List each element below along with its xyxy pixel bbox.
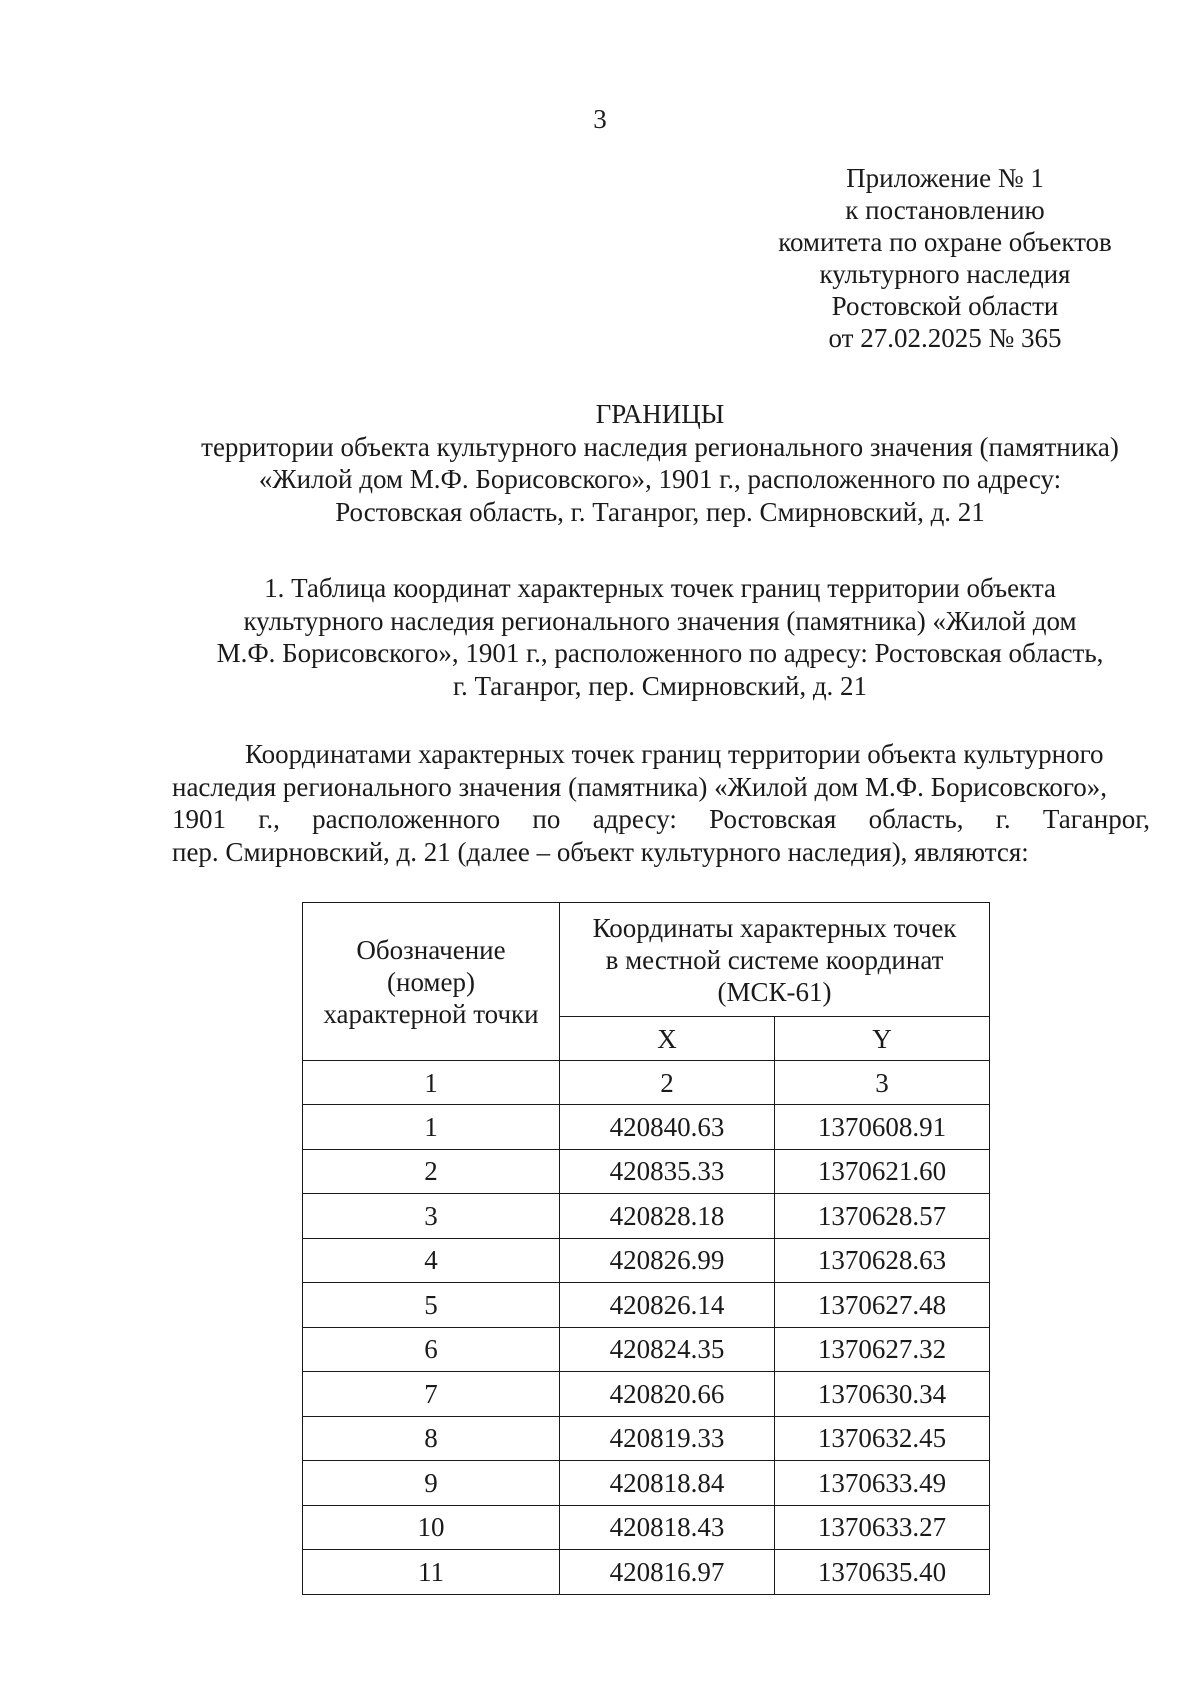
coordinate-x: 420819.33: [560, 1416, 775, 1461]
paragraph-line-justified: [172, 803, 1150, 836]
point-number: 6: [303, 1327, 560, 1372]
coordinate-x: 420828.18: [560, 1194, 775, 1239]
point-number: 1: [303, 1105, 560, 1150]
coordinate-x: 420820.66: [560, 1372, 775, 1417]
title-line: Ростовская область, г. Таганрог, пер. Смирновский, д. 21: [335, 496, 985, 527]
appendix-line: к постановлению: [845, 195, 1045, 225]
header-line: (номер): [387, 966, 475, 997]
appendix-line: культурного наследия: [819, 259, 1071, 289]
point-number: 10: [303, 1505, 560, 1550]
section-line: 1. Таблица координат характерных точек границ территории объекта: [264, 573, 1056, 603]
title-heading: ГРАНИЦЫ: [595, 399, 725, 429]
header-line: Обозначение: [356, 934, 506, 965]
column-number: 3: [775, 1061, 990, 1105]
header-line: в местной системе координат: [605, 944, 944, 975]
title-line: «Жилой дом М.Ф. Борисовского», 1901 г., расположенного по адресу:: [258, 464, 1062, 494]
header-point-designation: [303, 903, 560, 1061]
table-row: [303, 1105, 990, 1150]
appendix-line: Ростовской области: [831, 291, 1059, 321]
header-x: X: [560, 1017, 775, 1061]
table-row: [303, 1194, 990, 1239]
point-number: 8: [303, 1416, 560, 1461]
point-number: 3: [303, 1194, 560, 1239]
section-line: М.Ф. Борисовского», 1901 г., расположенного по адресу: Ростовская область,: [216, 638, 1104, 668]
coordinates-table: [302, 902, 990, 1595]
section-line: культурного наследия регионального значения (памятника) «Жилой дом: [243, 605, 1077, 636]
paragraph-word: Ростовская: [709, 804, 837, 834]
table-row: [303, 1461, 990, 1506]
coordinate-x: 420818.43: [560, 1505, 775, 1550]
paragraph-line: пер. Смирновский, д. 21 (далее – объект культурного наследия), являются:: [172, 836, 1029, 867]
point-number: 5: [303, 1283, 560, 1328]
paragraph-word: г.,: [258, 804, 280, 834]
coordinate-x: 420824.35: [560, 1327, 775, 1372]
coordinate-y: 1370633.27: [775, 1505, 990, 1550]
paragraph-word: г.: [995, 804, 1011, 834]
point-number: 7: [303, 1372, 560, 1417]
coordinate-x: 420826.99: [560, 1238, 775, 1283]
intro-paragraph: [172, 738, 1150, 868]
header-y: Y: [775, 1017, 990, 1061]
coordinate-y: 1370627.32: [775, 1327, 990, 1372]
point-number: 9: [303, 1461, 560, 1506]
coordinate-x: 420816.97: [560, 1550, 775, 1595]
coordinate-x: 420835.33: [560, 1149, 775, 1194]
point-number: 4: [303, 1238, 560, 1283]
table-row: [303, 1416, 990, 1461]
table-row: [303, 1505, 990, 1550]
paragraph-word: адресу:: [592, 804, 677, 834]
appendix-line: от 27.02.2025 № 365: [828, 323, 1062, 353]
appendix-line: Приложение № 1: [846, 163, 1044, 193]
coordinate-y: 1370628.63: [775, 1238, 990, 1283]
page-number: 3: [593, 104, 607, 134]
coordinate-y: 1370608.91: [775, 1105, 990, 1150]
coordinate-x: 420818.84: [560, 1461, 775, 1506]
header-line: (МСК-61): [717, 976, 832, 1007]
coordinate-y: 1370635.40: [775, 1550, 990, 1595]
table-row: [303, 1372, 990, 1417]
table-row: [303, 1283, 990, 1328]
table-row: [303, 1149, 990, 1194]
coordinate-y: 1370621.60: [775, 1149, 990, 1194]
paragraph-word: расположенного: [312, 804, 501, 834]
column-number: 1: [303, 1061, 560, 1105]
appendix-stamp: [740, 162, 1150, 354]
header-line: характерной точки: [323, 998, 539, 1029]
section-line: г. Таганрог, пер. Смирновский, д. 21: [452, 670, 868, 701]
coordinate-y: 1370633.49: [775, 1461, 990, 1506]
coordinate-y: 1370628.57: [775, 1194, 990, 1239]
coordinate-y: 1370632.45: [775, 1416, 990, 1461]
coordinate-x: 420840.63: [560, 1105, 775, 1150]
point-number: 2: [303, 1149, 560, 1194]
point-number: 11: [303, 1550, 560, 1595]
paragraph-word: область,: [868, 804, 964, 834]
header-coordinates: [560, 903, 990, 1017]
paragraph-word: 1901: [172, 804, 226, 834]
document-title: [120, 398, 1200, 528]
header-line: Координаты характерных точек: [592, 912, 957, 943]
paragraph-word: по: [532, 804, 561, 834]
table-header-row: [303, 903, 990, 1017]
paragraph-line: Координатами характерных точек границ территории объекта культурного: [245, 739, 1104, 769]
table-row: [303, 1550, 990, 1595]
paragraph-word: Таганрог,: [1042, 804, 1150, 834]
column-number: 2: [560, 1061, 775, 1105]
title-line: территории объекта культурного наследия регионального значения (памятника): [201, 431, 1119, 462]
coordinate-y: 1370630.34: [775, 1372, 990, 1417]
table-row: [303, 1327, 990, 1372]
table-row: [303, 1238, 990, 1283]
coordinate-x: 420826.14: [560, 1283, 775, 1328]
paragraph-line: наследия регионального значения (памятника) «Жилой дом М.Ф. Борисовского»,: [172, 771, 1108, 802]
appendix-line: комитета по охране объектов: [778, 227, 1112, 257]
coordinate-y: 1370627.48: [775, 1283, 990, 1328]
section-heading: [120, 572, 1200, 702]
table-column-numbers-row: [303, 1061, 990, 1105]
